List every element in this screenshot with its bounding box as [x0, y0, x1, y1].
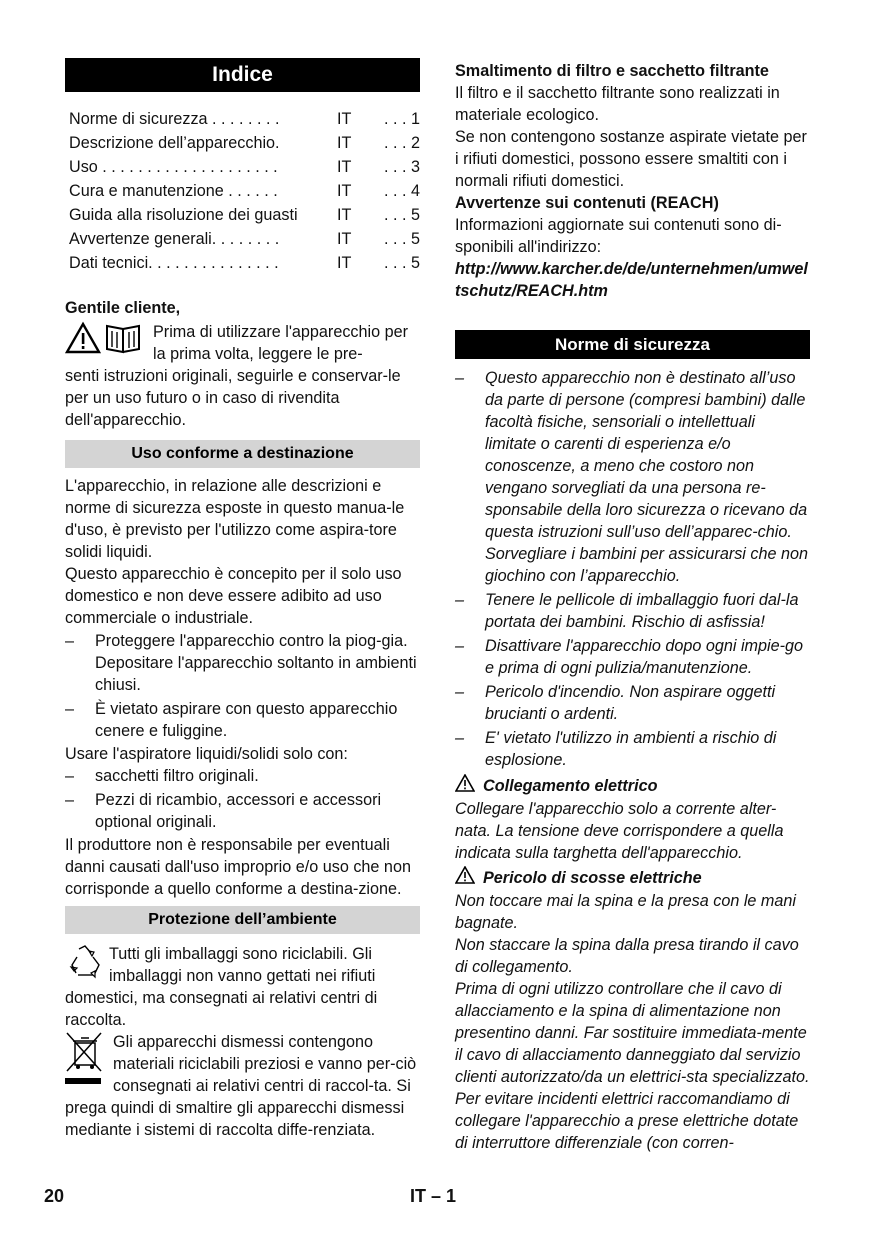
list-item: – Pezzi di ricambio, accessori e accessori optional originali. — [65, 789, 420, 833]
shock-p2: Non staccare la spina dalla presa tirando il cavo di collegamento. — [455, 936, 799, 976]
toc-entry-title: Guida alla risoluzione dei guasti — [69, 206, 298, 224]
toc-entry-lang: IT — [337, 158, 352, 176]
greeting: Gentile cliente, — [65, 299, 181, 317]
intro-text-1: Prima di utilizzare l'apparecchio per la prima volta, leggere le pre- — [153, 323, 409, 363]
warning-icon — [455, 774, 475, 798]
toc-entry-title: Cura e manutenzione . . . . . . — [69, 182, 278, 200]
toc-row[interactable] — [69, 179, 420, 203]
toc-entry-page: . . . 5 — [384, 254, 420, 272]
intro-block — [65, 321, 420, 365]
toc-entry-title: Descrizione dell’apparecchio. — [69, 134, 280, 152]
toc-title: Indice — [65, 58, 420, 92]
shock-p1: Non toccare mai la spina e la presa con le mani bagnate. — [455, 892, 797, 932]
toc-entry-title: Norme di sicurezza . . . . . . . . — [69, 110, 280, 128]
shock-p4: Per evitare incidenti elettrici raccomandiamo di collegare l'apparecchio a prese elettriche dotate di interruttore differenziale (con corren- — [455, 1090, 799, 1152]
list-item: – Proteggere l'apparecchio contro la piog-gia. Depositare l'apparecchio soltanto in ambienti chiusi. — [65, 630, 420, 696]
toc-entry-lang: IT — [337, 254, 352, 272]
list-item: – Pericolo d'incendio. Non aspirare oggetti brucianti o ardenti. — [455, 681, 810, 725]
toc-entry-lang: IT — [337, 230, 352, 248]
toc-entry-page: . . . 3 — [384, 158, 420, 176]
reach-heading: Avvertenze sui contenuti (REACH) — [455, 194, 719, 212]
list-item: – sacchetti filtro originali. — [65, 765, 420, 787]
reach-p1: Informazioni aggiornate sui contenuti sono di-sponibili all'indirizzo: — [455, 216, 782, 256]
toc-row[interactable] — [69, 107, 420, 131]
disposal-heading: Smaltimento di filtro e sacchetto filtrante — [455, 62, 769, 80]
toc-entry-page: . . . 1 — [384, 110, 420, 128]
list-item: – Questo apparecchio non è destinato all’uso da parte di persone (compresi bambini) dalle facoltà fisiche, sensoriali o intellettuali limitate o carenti di esperienza e/o conoscenze, a meno che costoro non vengano sorvegliati da una persona re-sponsabile della loro sicurezza o ricevano da questa istruzioni sull’uso dell’apparec-chio. Sorvegliare i bambini per assicurarsi che non giochino con l’apparecchio. — [455, 367, 810, 587]
table-of-contents — [69, 107, 420, 275]
shock-heading-label: Pericolo di scosse elettriche — [483, 869, 702, 887]
toc-entry-title: Dati tecnici. . . . . . . . . . . . . . . — [69, 254, 279, 272]
language-page-label: IT – 1 — [410, 1186, 457, 1206]
safety-heading: Norme di sicurezza — [455, 330, 810, 359]
toc-entry-lang: IT — [337, 110, 352, 128]
toc-entry-page: . . . 4 — [384, 182, 420, 200]
right-column — [455, 58, 810, 1154]
disposal-p2: Se non contengono sostanze aspirate vietate per i rifiuti domestici, possono essere smaltiti con i normali rifiuti domestici. — [455, 128, 807, 190]
toc-entry-lang: IT — [337, 134, 352, 152]
list-item: – Tenere le pellicole di imballaggio fuori dal-la portata dei bambini. Rischio di asfissia! — [455, 589, 810, 633]
toc-entry-page: . . . 2 — [384, 134, 420, 152]
toc-row[interactable] — [69, 203, 420, 227]
page-number: 20 — [44, 1186, 65, 1206]
disposal-p1: Il filtro e il sacchetto filtrante sono realizzati in materiale ecologico. — [455, 84, 780, 124]
recycle-icon — [65, 943, 109, 987]
toc-entry-page: . . . 5 — [384, 206, 420, 224]
list-item: – È vietato aspirare con questo apparecchio cenere e fuliggine. — [65, 698, 420, 742]
toc-entry-page: . . . 5 — [384, 230, 420, 248]
intro-text-2: senti istruzioni originali, seguirle e conservar-le per un uso futuro o in caso di rivendita dell'apparecchio. — [65, 367, 401, 429]
toc-entry-lang: IT — [337, 182, 352, 200]
warning-manual-icon — [65, 321, 151, 365]
recycle-block — [65, 943, 420, 1031]
toc-row[interactable] — [69, 155, 420, 179]
crossed-bin-icon — [65, 1031, 113, 1095]
list-item: – E' vietato l'utilizzo in ambienti a rischio di esplosione. — [455, 727, 810, 771]
toc-row[interactable] — [69, 251, 420, 275]
electrical-heading-label: Collegamento elettrico — [483, 777, 658, 795]
intended-use-p1: L'apparecchio, in relazione alle descrizioni e norme di sicurezza esposte in questo manua-le d'uso, è previsto per l'utilizzo come aspira-tore solidi liquidi. — [65, 477, 405, 561]
toc-row[interactable] — [69, 131, 420, 155]
toc-row[interactable] — [69, 227, 420, 251]
intended-use-p4: Il produttore non è responsabile per eventuali danni causati dall'uso improprio e/o uso che non corrisponde a quello conforme a destina-zione. — [65, 836, 411, 898]
weee-block — [65, 1031, 420, 1141]
shock-p3: Prima di ogni utilizzo controllare che il cavo di allacciamento e la spina di alimentazione non presentino danni. Far sostituire immediata-mente il cavo di allacciamento danneggiato dal servizio clienti autorizzato/da un elettrici-sta specializzato. — [455, 980, 810, 1086]
toc-entry-title: Uso . . . . . . . . . . . . . . . . . . . . — [69, 158, 278, 176]
toc-entry-title: Avvertenze generali. . . . . . . . — [69, 230, 280, 248]
weee-text: Gli apparecchi dismessi contengono materiali riciclabili preziosi e vanno per-ciò consegnati ai relativi centri di raccol-ta. Si prega quindi di smaltire gli apparecchi dismessi mediante i sistemi di raccolta diffe-renziata. — [65, 1033, 417, 1139]
intended-use-heading: Uso conforme a destinazione — [65, 440, 420, 468]
left-column — [65, 58, 420, 1141]
intended-use-p2: Questo apparecchio è concepito per il solo uso domestico e non deve essere adibito ad uso commerciale o industriale. — [65, 565, 402, 627]
reach-url-link[interactable]: http://www.karcher.de/de/unternehmen/umweltschutz/REACH.htm — [455, 260, 808, 300]
intended-use-p3: Usare l'aspiratore liquidi/solidi solo con: — [65, 745, 348, 763]
warning-icon — [455, 866, 475, 890]
shock-heading — [455, 866, 810, 890]
toc-entry-lang: IT — [337, 206, 352, 224]
electrical-heading — [455, 774, 810, 798]
electrical-text: Collegare l'apparecchio solo a corrente alter-nata. La tensione deve corrispondere a quella indicata sulla targhetta dell'apparecchio. — [455, 800, 784, 862]
safety-list — [455, 367, 810, 771]
environment-heading: Protezione dell’ambiente — [65, 906, 420, 934]
list-item: – Disattivare l'apparecchio dopo ogni impie-go e prima di ogni pulizia/manutenzione. — [455, 635, 810, 679]
recycle-text: Tutti gli imballaggi sono riciclabili. Gli imballaggi non vanno gettati nei rifiuti domestici, ma consegnati ai relativi centri di raccolta. — [65, 945, 378, 1029]
